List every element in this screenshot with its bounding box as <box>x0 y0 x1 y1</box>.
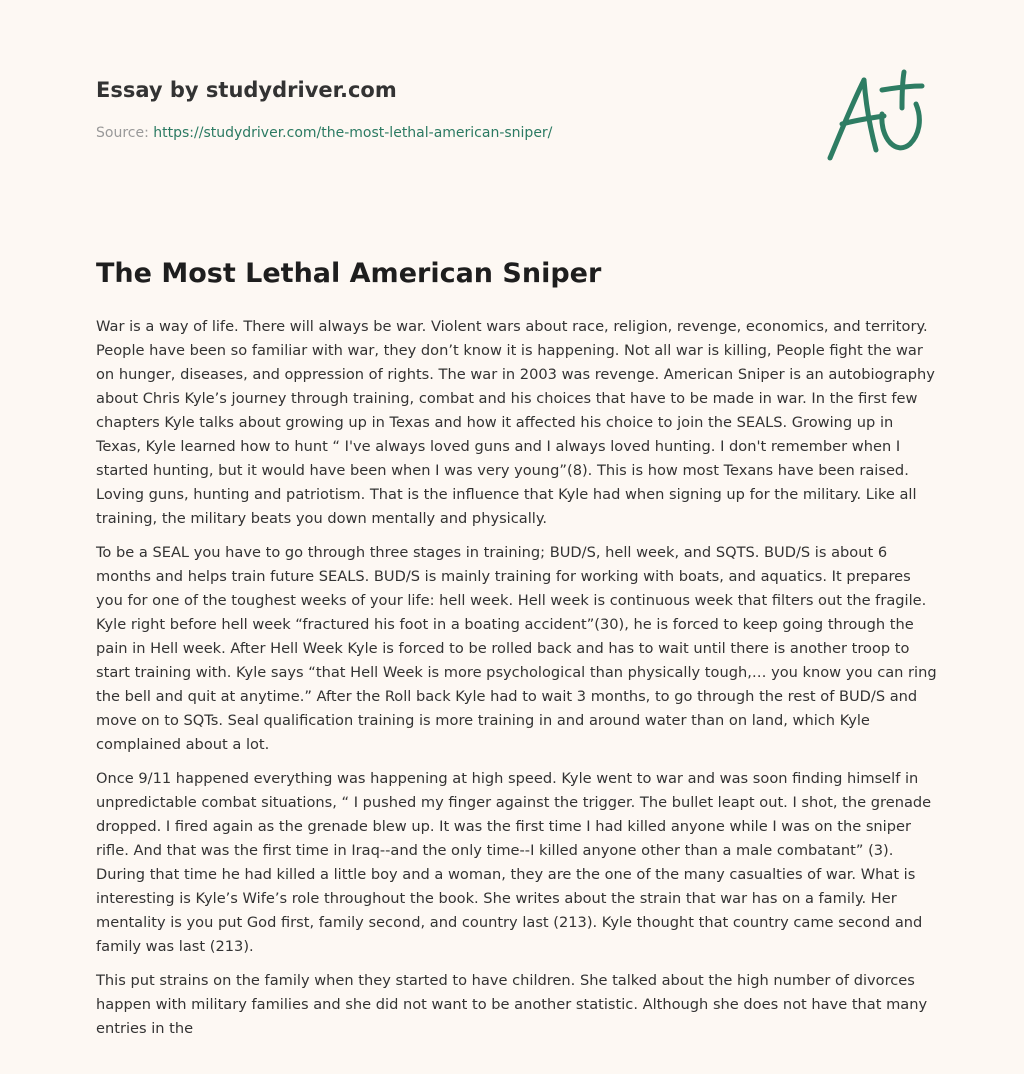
essay-header <box>96 76 796 142</box>
essay-paragraph: Once 9/11 happened everything was happening at high speed. Kyle went to war and was soon finding himself in unpredictable combat situations, “ I pushed my finger against the trigger. The bullet leapt out. I shot, the grenade dropped. I fired again as the grenade blew up. It was the first time I had killed anyone while I was on the sniper rifle. And that was the first time in Iraq--and the only time--I killed anyone other than a male combatant” (3). During that time he had killed a little boy and a woman, they are the one of the many casualties of war. What is interesting is Kyle’s Wife’s role throughout the book. She writes about the strain that war has on a family. Her mentality is you put God first, family second, and country last (213). Kyle thought that country came second and family was last (213). <box>96 770 932 955</box>
source-label: Source: <box>96 125 154 141</box>
essay-paragraph: War is a way of life. There will always be war. Violent wars about race, religion, revenge, economics, and territory. People have been so familiar with war, they don’t know it is happening. Not all war is killing, People fight the war on hunger, diseases, and oppression of rights. The war in 2003 was revenge. American Sniper is an autobiography about Chris Kyle’s journey through training, combat and his choices that have to be made in war. In the first few chapters Kyle talks about growing up in Texas and how it affected his choice to join the SEALS. Growing up in Texas, Kyle learned how to hunt “ I've always loved guns and I always loved hunting. I don't remember when I started hunting, but it would have been when I was very young”(8). This is how most Texans have been raised. Loving guns, hunting and patriotism. That is the influence that Kyle had when signing up for the military. Like all training, the military beats you down mentally and physically. <box>96 318 935 527</box>
essay-title: The Most Lethal American Sniper <box>96 258 602 289</box>
brand-title: Essay by studydriver.com <box>96 78 397 102</box>
source-link[interactable]: https://studydriver.com/the-most-lethal-american-sniper/ <box>153 125 553 141</box>
essay-body <box>96 315 942 1051</box>
source-line <box>96 124 796 142</box>
a-plus-logo-icon <box>822 66 926 166</box>
essay-paragraph: This put strains on the family when they started to have children. She talked about the high number of divorces happen with military families and she did not want to be another statistic. Although she does not have that many entries in the <box>96 972 928 1037</box>
essay-paragraph: To be a SEAL you have to go through three stages in training; BUD/S, hell week, and SQTS. BUD/S is about 6 months and helps train future SEALS. BUD/S is mainly training for working with boats, and aquatics. It prepares you for one of the toughest weeks of your life: hell week. Hell week is continuous week that filters out the fragile. Kyle right before hell week “fractured his foot in a boating accident”(30), he is forced to keep going through the pain in Hell week. After Hell Week Kyle is forced to be rolled back and has to wait until there is another troop to start training with. Kyle says “that Hell Week is more psychological than physically tough,… you know you can ring the bell and quit at anytime.” After the Roll back Kyle had to wait 3 months, to go through the rest of BUD/S and move on to SQTs. Seal qualification training is more training in and around water than on land, which Kyle complained about a lot. <box>96 544 937 753</box>
